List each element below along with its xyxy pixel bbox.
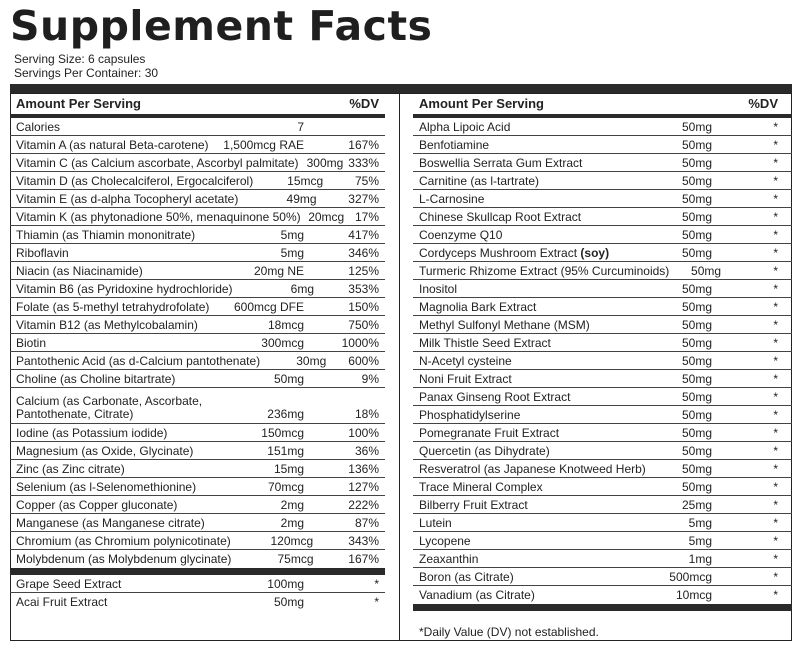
table-row xyxy=(10,118,385,136)
ingredient-amount: 50mg xyxy=(681,389,712,404)
ingredient-amount: 50mg xyxy=(681,317,712,332)
ingredient-name: Magnesium (as Oxide, Glycinate) xyxy=(16,443,194,458)
ingredient-amount: 1mg xyxy=(688,551,712,566)
ingredient-amount: 6mg xyxy=(290,281,314,296)
ingredient-daily-value: 9% xyxy=(361,371,379,386)
table-row xyxy=(413,370,792,388)
ingredient-amount: 2mg xyxy=(280,497,304,512)
ingredient-daily-value: * xyxy=(773,281,778,296)
table-row xyxy=(10,442,385,460)
ingredient-name: Alpha Lipoic Acid xyxy=(419,119,511,134)
table-row xyxy=(10,460,385,478)
ingredient-name: Vitamin B6 (as Pyridoxine hydrochloride) xyxy=(16,281,233,296)
ingredient-daily-value: 343% xyxy=(348,533,379,548)
table-row xyxy=(10,478,385,496)
servings-per-container: Servings Per Container: 30 xyxy=(14,66,159,80)
ingredient-daily-value: * xyxy=(773,317,778,332)
ingredient-amount: 50mg xyxy=(681,299,712,314)
table-row xyxy=(10,424,385,442)
table-row xyxy=(413,496,792,514)
right-header-row xyxy=(413,93,792,118)
ingredient-amount: 50mg xyxy=(273,595,304,609)
ingredient-daily-value: 136% xyxy=(348,461,379,476)
ingredient-amount: 10mcg xyxy=(675,588,712,602)
ingredient-name: Vitamin E (as d-alpha Tocopheryl acetate) xyxy=(16,191,239,206)
table-row xyxy=(413,334,792,352)
left-header-amount-per-serving: Amount Per Serving xyxy=(16,96,141,111)
ingredient-daily-value: * xyxy=(773,299,778,314)
table-row xyxy=(10,262,385,280)
ingredient-name: Boswellia Serrata Gum Extract xyxy=(419,155,583,170)
ingredient-amount: 50mg xyxy=(681,245,712,260)
ingredient-name: Chromium (as Chromium polynicotinate) xyxy=(16,533,231,548)
ingredient-daily-value: 17% xyxy=(354,209,379,224)
ingredient-amount: 70mcg xyxy=(267,479,304,494)
table-row xyxy=(413,586,792,604)
table-row xyxy=(10,244,385,262)
ingredient-amount: 15mg xyxy=(273,461,304,476)
ingredient-amount: 18mcg xyxy=(267,317,304,332)
table-row xyxy=(413,352,792,370)
ingredient-amount: 151mg xyxy=(267,443,304,458)
table-row xyxy=(10,575,385,593)
right-header-dv: %DV xyxy=(748,96,778,111)
ingredient-name: Panax Ginseng Root Extract xyxy=(419,389,571,404)
ingredient-amount: 300mg xyxy=(306,155,344,170)
left-header-row xyxy=(10,93,385,118)
ingredient-name: Biotin xyxy=(16,335,47,350)
ingredient-amount: 236mg xyxy=(267,407,304,421)
ingredient-name: Vitamin K (as phytonadione 50%, menaquinone 50%) xyxy=(16,209,301,224)
ingredient-daily-value: * xyxy=(773,551,778,566)
ingredient-daily-value: * xyxy=(773,443,778,458)
table-row xyxy=(413,118,792,136)
ingredient-amount: 5mg xyxy=(688,533,712,548)
table-row xyxy=(10,316,385,334)
ingredient-amount: 50mg xyxy=(681,371,712,386)
ingredient-name: Boron (as Citrate) xyxy=(419,569,514,584)
ingredient-daily-value: * xyxy=(773,119,778,134)
table-row xyxy=(413,190,792,208)
ingredient-name: Bilberry Fruit Extract xyxy=(419,497,528,512)
ingredient-amount: 25mg xyxy=(681,497,712,512)
ingredient-name: Vanadium (as Citrate) xyxy=(419,588,535,602)
ingredient-amount: 49mg xyxy=(286,191,317,206)
ingredient-daily-value: 18% xyxy=(354,407,379,421)
ingredient-name: Lycopene xyxy=(419,533,471,548)
table-row xyxy=(413,514,792,532)
ingredient-amount: 1,500mcg RAE xyxy=(223,137,304,152)
ingredient-daily-value: * xyxy=(773,497,778,512)
ingredient-amount: 50mg xyxy=(681,209,712,224)
ingredient-amount: 50mg xyxy=(681,137,712,152)
top-divider-bar xyxy=(10,84,792,93)
ingredient-daily-value: * xyxy=(773,191,778,206)
table-row xyxy=(413,280,792,298)
ingredient-daily-value: * xyxy=(773,209,778,224)
ingredient-daily-value: * xyxy=(773,371,778,386)
ingredient-amount: 500mcg xyxy=(669,569,712,584)
table-row xyxy=(413,442,792,460)
ingredient-name: Pomegranate Fruit Extract xyxy=(419,425,560,440)
ingredient-amount: 120mcg xyxy=(270,533,314,548)
ingredient-amount: 7 xyxy=(297,119,304,134)
ingredient-name: Molybdenum (as Molybdenum glycinate) xyxy=(16,552,232,566)
ingredient-amount: 50mg xyxy=(681,425,712,440)
ingredient-name: Noni Fruit Extract xyxy=(419,371,512,386)
ingredient-name: Pantothenic Acid (as d-Calcium pantothenate) xyxy=(16,353,261,368)
table-row xyxy=(413,568,792,586)
ingredient-name: Cordyceps Mushroom Extract (soy) xyxy=(419,245,610,260)
ingredient-amount: 30mg xyxy=(296,353,327,368)
ingredient-daily-value: * xyxy=(374,576,379,591)
ingredient-amount: 5mg xyxy=(688,515,712,530)
right-section-divider xyxy=(413,604,792,611)
ingredient-name: Selenium (as l-Selenomethionine) xyxy=(16,479,197,494)
left-header-dv: %DV xyxy=(349,96,379,111)
ingredient-daily-value: * xyxy=(773,407,778,422)
ingredient-name: Folate (as 5-methyl tetrahydrofolate) xyxy=(16,299,210,314)
ingredient-name: Calcium (as Carbonate, Ascorbate, Pantothenate, Citrate) xyxy=(16,394,203,421)
ingredient-amount: 300mcg xyxy=(261,335,304,350)
ingredient-daily-value: * xyxy=(773,245,778,260)
ingredient-name: Coenzyme Q10 xyxy=(419,227,503,242)
table-row xyxy=(10,532,385,550)
column-divider xyxy=(399,93,400,641)
ingredient-daily-value: 750% xyxy=(348,317,379,332)
ingredient-daily-value: 333% xyxy=(348,155,379,170)
ingredient-daily-value: 127% xyxy=(348,479,379,494)
serving-size: Serving Size: 6 capsules xyxy=(14,52,146,66)
ingredient-daily-value: * xyxy=(773,425,778,440)
ingredient-name: Milk Thistle Seed Extract xyxy=(419,335,551,350)
ingredient-daily-value: * xyxy=(773,389,778,404)
table-row xyxy=(413,388,792,406)
table-row xyxy=(413,424,792,442)
ingredient-name: Zeaxanthin xyxy=(419,551,479,566)
ingredient-name: Vitamin C (as Calcium ascorbate, Ascorbyl palmitate) xyxy=(16,155,299,170)
ingredient-daily-value: * xyxy=(773,461,778,476)
ingredient-daily-value: * xyxy=(773,263,778,278)
ingredient-amount: 50mg xyxy=(681,461,712,476)
table-row xyxy=(10,334,385,352)
ingredient-name: N-Acetyl cysteine xyxy=(419,353,512,368)
table-row xyxy=(10,593,385,611)
left-extract-list xyxy=(10,575,385,611)
ingredient-daily-value: * xyxy=(773,335,778,350)
ingredient-amount: 5mg xyxy=(280,245,304,260)
ingredient-daily-value: 417% xyxy=(348,227,379,242)
ingredient-daily-value: 150% xyxy=(348,299,379,314)
table-row xyxy=(413,136,792,154)
ingredient-daily-value: * xyxy=(773,173,778,188)
ingredient-amount: 50mg xyxy=(681,227,712,242)
ingredient-daily-value: * xyxy=(773,227,778,242)
ingredient-name: Phosphatidylserine xyxy=(419,407,521,422)
ingredient-name: Calories xyxy=(16,119,61,134)
table-row xyxy=(10,154,385,172)
ingredient-amount: 50mg xyxy=(681,119,712,134)
table-row xyxy=(10,352,385,370)
table-row xyxy=(413,316,792,334)
ingredient-amount: 50mg xyxy=(681,407,712,422)
ingredient-daily-value: 167% xyxy=(348,137,379,152)
ingredient-daily-value: 1000% xyxy=(341,335,379,350)
left-section-divider xyxy=(10,568,385,575)
table-row xyxy=(413,406,792,424)
ingredient-daily-value: 222% xyxy=(348,497,379,512)
ingredient-daily-value: * xyxy=(773,533,778,548)
table-row xyxy=(10,550,385,568)
ingredient-amount: 50mg xyxy=(681,155,712,170)
table-row xyxy=(413,244,792,262)
ingredient-daily-value: 100% xyxy=(348,425,379,440)
table-row xyxy=(10,226,385,244)
ingredient-daily-value: 75% xyxy=(354,173,379,188)
ingredient-amount: 150mcg xyxy=(261,425,304,440)
ingredient-name: Riboflavin xyxy=(16,245,69,260)
ingredient-amount: 50mg xyxy=(273,371,304,386)
table-row xyxy=(413,550,792,568)
ingredient-name: Resveratrol (as Japanese Knotweed Herb) xyxy=(419,461,646,476)
daily-value-footnote: *Daily Value (DV) not established. xyxy=(419,625,599,639)
table-row xyxy=(10,496,385,514)
ingredient-name: Niacin (as Niacinamide) xyxy=(16,263,143,278)
table-row xyxy=(413,298,792,316)
ingredient-name: Thiamin (as Thiamin mononitrate) xyxy=(16,227,196,242)
ingredient-amount: 20mcg xyxy=(308,209,345,224)
right-header-amount-per-serving: Amount Per Serving xyxy=(419,96,544,111)
ingredient-amount: 15mcg xyxy=(287,173,324,188)
table-row xyxy=(10,514,385,532)
label-title: Supplement Facts xyxy=(10,2,433,50)
ingredient-daily-value: * xyxy=(773,515,778,530)
ingredient-amount: 50mg xyxy=(691,263,722,278)
ingredient-amount: 50mg xyxy=(681,335,712,350)
ingredient-amount: 100mg xyxy=(267,576,304,591)
ingredient-daily-value: * xyxy=(773,137,778,152)
ingredient-name: Iodine (as Potassium iodide) xyxy=(16,425,168,440)
left-column xyxy=(10,93,385,611)
ingredient-name: Lutein xyxy=(419,515,452,530)
table-row xyxy=(413,172,792,190)
ingredient-name: Inositol xyxy=(419,281,458,296)
ingredient-amount: 50mg xyxy=(681,353,712,368)
ingredient-name: Vitamin D (as Cholecalciferol, Ergocalciferol) xyxy=(16,173,254,188)
ingredient-name: Zinc (as Zinc citrate) xyxy=(16,461,125,476)
ingredient-daily-value: * xyxy=(773,479,778,494)
ingredient-name: Vitamin B12 (as Methylcobalamin) xyxy=(16,317,198,332)
ingredient-daily-value: 167% xyxy=(348,552,379,566)
ingredient-daily-value: * xyxy=(773,588,778,602)
ingredient-name: Chinese Skullcap Root Extract xyxy=(419,209,582,224)
ingredient-name: Choline (as Choline bitartrate) xyxy=(16,371,176,386)
table-row xyxy=(10,172,385,190)
ingredient-daily-value: * xyxy=(773,353,778,368)
ingredient-daily-value: 327% xyxy=(348,191,379,206)
ingredient-amount: 50mg xyxy=(681,479,712,494)
ingredient-name: Manganese (as Manganese citrate) xyxy=(16,515,205,530)
ingredient-amount: 2mg xyxy=(280,515,304,530)
ingredient-daily-value: 36% xyxy=(354,443,379,458)
table-row xyxy=(413,208,792,226)
ingredient-name: Turmeric Rhizome Extract (95% Curcuminoids) xyxy=(419,263,670,278)
ingredient-name: Copper (as Copper gluconate) xyxy=(16,497,178,512)
ingredient-name: Benfotiamine xyxy=(419,137,490,152)
ingredient-name: Magnolia Bark Extract xyxy=(419,299,537,314)
table-row xyxy=(413,262,792,280)
ingredient-daily-value: 346% xyxy=(348,245,379,260)
table-row xyxy=(413,154,792,172)
ingredient-daily-value: * xyxy=(773,155,778,170)
ingredient-amount: 50mg xyxy=(681,443,712,458)
table-row xyxy=(10,370,385,388)
allergen-note: (soy) xyxy=(580,245,610,260)
ingredient-name: Grape Seed Extract xyxy=(16,576,122,591)
ingredient-daily-value: 353% xyxy=(348,281,379,296)
ingredient-amount: 50mg xyxy=(681,191,712,206)
ingredient-daily-value: * xyxy=(374,595,379,609)
ingredient-amount: 20mg NE xyxy=(253,263,304,278)
table-row xyxy=(10,190,385,208)
table-row xyxy=(10,136,385,154)
ingredient-name: Carnitine (as l-tartrate) xyxy=(419,173,540,188)
table-row xyxy=(10,280,385,298)
ingredient-name: Methyl Sulfonyl Methane (MSM) xyxy=(419,317,590,332)
table-row xyxy=(10,208,385,226)
left-nutrient-list xyxy=(10,118,385,568)
table-row xyxy=(413,460,792,478)
ingredient-amount: 600mcg DFE xyxy=(233,299,304,314)
table-row xyxy=(10,298,385,316)
right-ingredient-list xyxy=(413,118,792,604)
ingredient-amount: 50mg xyxy=(681,173,712,188)
ingredient-name: Vitamin A (as natural Beta-carotene) xyxy=(16,137,209,152)
ingredient-amount: 75mcg xyxy=(277,552,314,566)
table-row xyxy=(413,226,792,244)
ingredient-amount: 5mg xyxy=(280,227,304,242)
ingredient-amount: 50mg xyxy=(681,281,712,296)
ingredient-name: L-Carnosine xyxy=(419,191,485,206)
ingredient-daily-value: 125% xyxy=(348,263,379,278)
table-row xyxy=(413,478,792,496)
table-row xyxy=(10,388,385,424)
table-row xyxy=(413,532,792,550)
ingredient-daily-value: 600% xyxy=(348,353,379,368)
ingredient-name: Trace Mineral Complex xyxy=(419,479,543,494)
ingredient-name: Acai Fruit Extract xyxy=(16,595,108,609)
right-column xyxy=(413,93,792,639)
ingredient-daily-value: * xyxy=(773,569,778,584)
ingredient-daily-value: 87% xyxy=(354,515,379,530)
ingredient-name: Quercetin (as Dihydrate) xyxy=(419,443,550,458)
